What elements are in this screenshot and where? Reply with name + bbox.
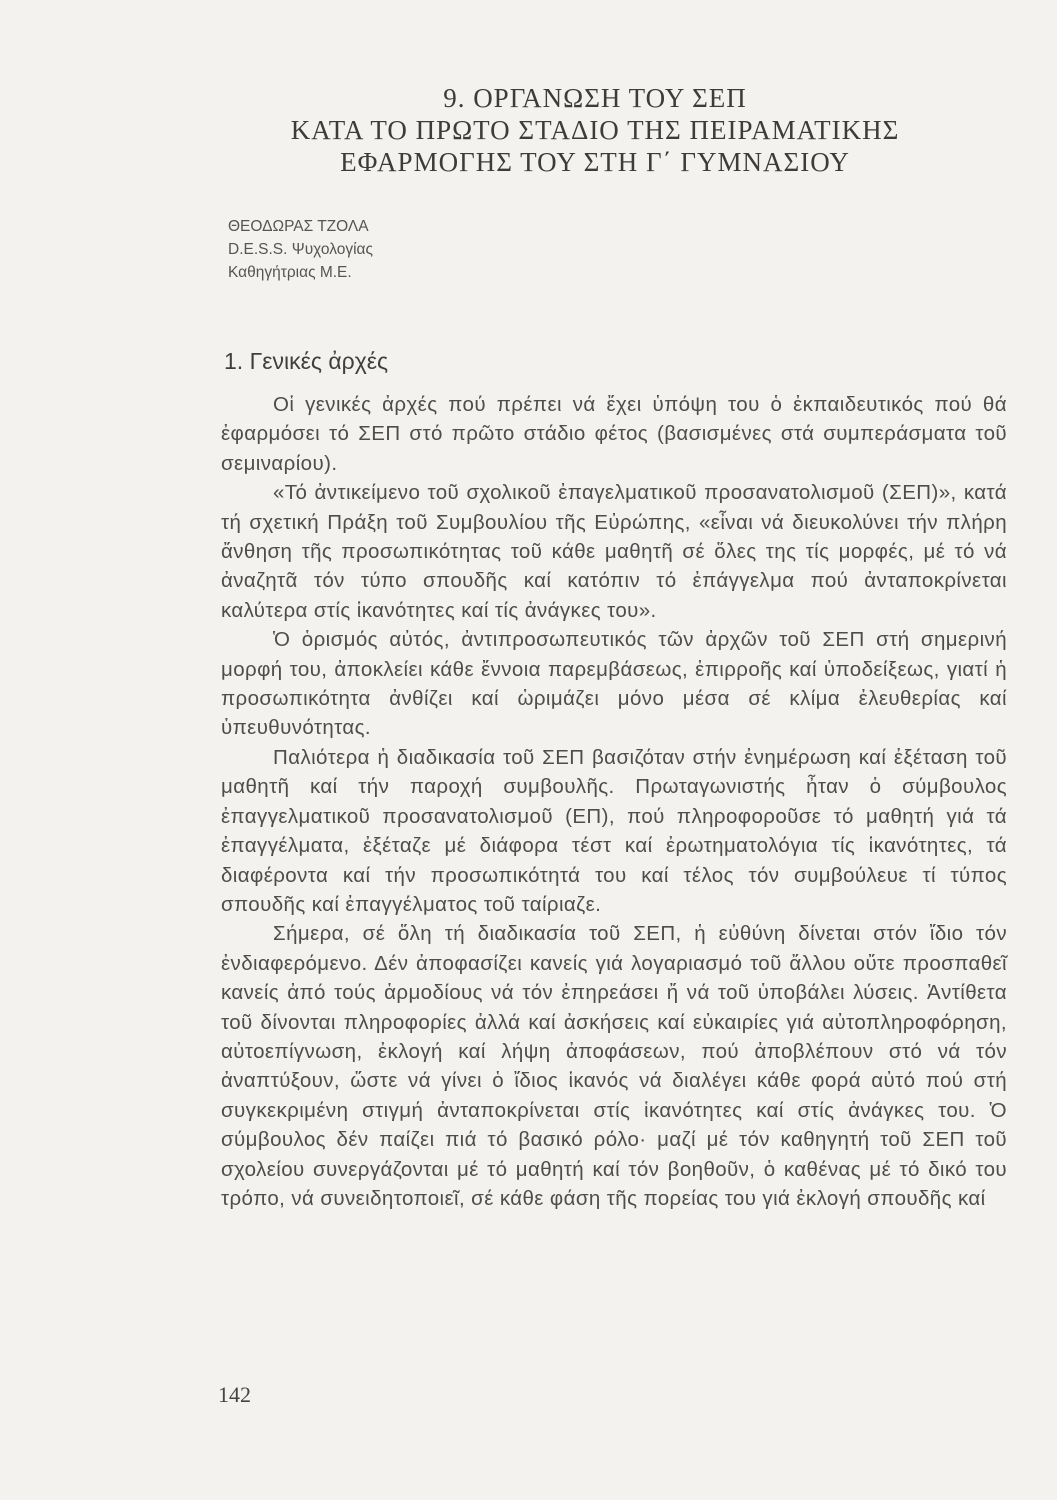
paragraph: Ὁ ὁρισμός αὐτός, ἀντιπροσωπευτικός τῶν ἀρχῶν τοῦ ΣΕΠ στή σημερινή μορφή του, ἀποκλείει κάθε ἔννοια παρεμβάσεως, ἐπιρροῆς καί ὑποδείξεως, γιατί ἡ προσωπικότητα ἀνθίζει καί ὡριμάζει μόνο μέσα σέ κλίμα ἐλευθερίας καί ὑπευθυνότητας. (221, 628, 1007, 740)
author-role: Καθηγήτριας Μ.Ε. (228, 264, 352, 281)
title-line-2: ΚΑΤΑ ΤΟ ΠΡΩΤΟ ΣΤΑΔΙΟ ΤΗΣ ΠΕΙΡΑΜΑΤΙΚΗΣ (290, 115, 900, 145)
author-block (228, 215, 373, 284)
page-number: 142 (218, 1382, 251, 1407)
author-name: ΘΕΟΔΩΡΑΣ ΤΖΟΛΑ (228, 218, 369, 235)
paragraph: Οἱ γενικές ἀρχές πού πρέπει νά ἔχει ὑπόψη του ὁ ἐκπαιδευτικός πού θά ἐφαρμόσει τό ΣΕΠ στό πρῶτο στάδιο φέτος (βασισμένες στά συμπεράσματα τοῦ σεμιναρίου). (221, 393, 1007, 475)
paragraph: «Τό ἀντικείμενο τοῦ σχολικοῦ ἐπαγελματικοῦ προσανατολισμοῦ (ΣΕΠ)», κατά τή σχετική Πράξη τοῦ Συμβουλίου τῆς Εὐρώπης, «εἶναι νά διευκολύνει τήν πλήρη ἄνθηση τῆς προσωπικότητας τοῦ κάθε μαθητῆ σέ ὅλες της τίς μορφές, μέ τό νά ἀναζητᾶ τόν τύπο σπουδῆς καί κατόπιν τό ἐπάγγελμα πού ἀνταποκρίνεται καλύτερα στίς ἱκανότητες καί τίς ἀνάγκες του». (221, 481, 1007, 622)
author-degree: D.E.S.S. Ψυχολογίας (228, 241, 373, 258)
chapter-title (200, 82, 990, 178)
body-text (221, 390, 1007, 1213)
title-line-3: ΕΦΑΡΜΟΓΗΣ ΤΟΥ ΣΤΗ Γ΄ ΓΥΜΝΑΣΙΟΥ (340, 147, 850, 177)
paragraph: Παλιότερα ἡ διαδικασία τοῦ ΣΕΠ βασιζόταν στήν ἐνημέρωση καί ἐξέταση τοῦ μαθητῆ καί τήν παροχή συμβουλῆς. Πρωταγωνιστής ἦταν ὁ σύμβουλος ἐπαγγελματικοῦ προσανατολισμοῦ (ΕΠ), πού πληροφοροῦσε τό μαθητή γιά τά ἐπαγγέλματα, ἐξέταζε μέ διάφορα τέστ καί ἐρωτηματολόγια τίς ἱκανότητες, τά διαφέροντα καί τήν προσωπικότητά του καί τέλος τόν συμβούλευε τί τύπος σπουδῆς καί ἐπαγγέλματος τοῦ ταίριαζε. (221, 745, 1007, 916)
paragraph: Σήμερα, σέ ὅλη τή διαδικασία τοῦ ΣΕΠ, ἡ εὐθύνη δίνεται στόν ἴδιο τόν ἐνδιαφερόμενο. Δέν ἀποφασίζει κανείς γιά λογαριασμό τοῦ ἄλλου οὔτε προσπαθεῖ κανείς ἀπό τούς ἁρμοδίους νά τόν ἐπηρεάσει ἤ νά τοῦ ὑποβάλει λύσεις. Ἀντίθετα τοῦ δίνονται πληροφορίες ἀλλά καί ἀσκήσεις καί εὐκαιρίες γιά αὐτοπληροφόρηση, αὐτοεπίγνωση, ἐκλογή καί λήψη ἀποφάσεων, πού ἀποβλέπουν στό νά τόν ἀναπτύξουν, ὥστε νά γίνει ὁ ἴδιος ἱκανός νά διαλέγει κάθε φορά αὐτό πού στή συγκεκριμένη στιγμή ἀνταποκρίνεται στίς ἱκανότητες καί στίς ἀνάγκες του. Ὁ σύμβουλος δέν παίζει πιά τό βασικό ρόλο· μαζί μέ τόν καθηγητή τοῦ ΣΕΠ τοῦ σχολείου συνεργάζονται μέ τό μαθητή καί τόν βοηθοῦν, ὁ καθένας μέ τό δικό του τρόπο, νά συνειδητοποιεῖ, σέ κάθε φάση τῆς πορείας του γιά ἐκλογή σπουδῆς καί (221, 922, 1007, 1210)
section-heading: 1. Γενικές ἀρχές (224, 348, 389, 374)
title-line-1: 9. ΟΡΓΑΝΩΣΗ ΤΟΥ ΣΕΠ (443, 83, 747, 113)
